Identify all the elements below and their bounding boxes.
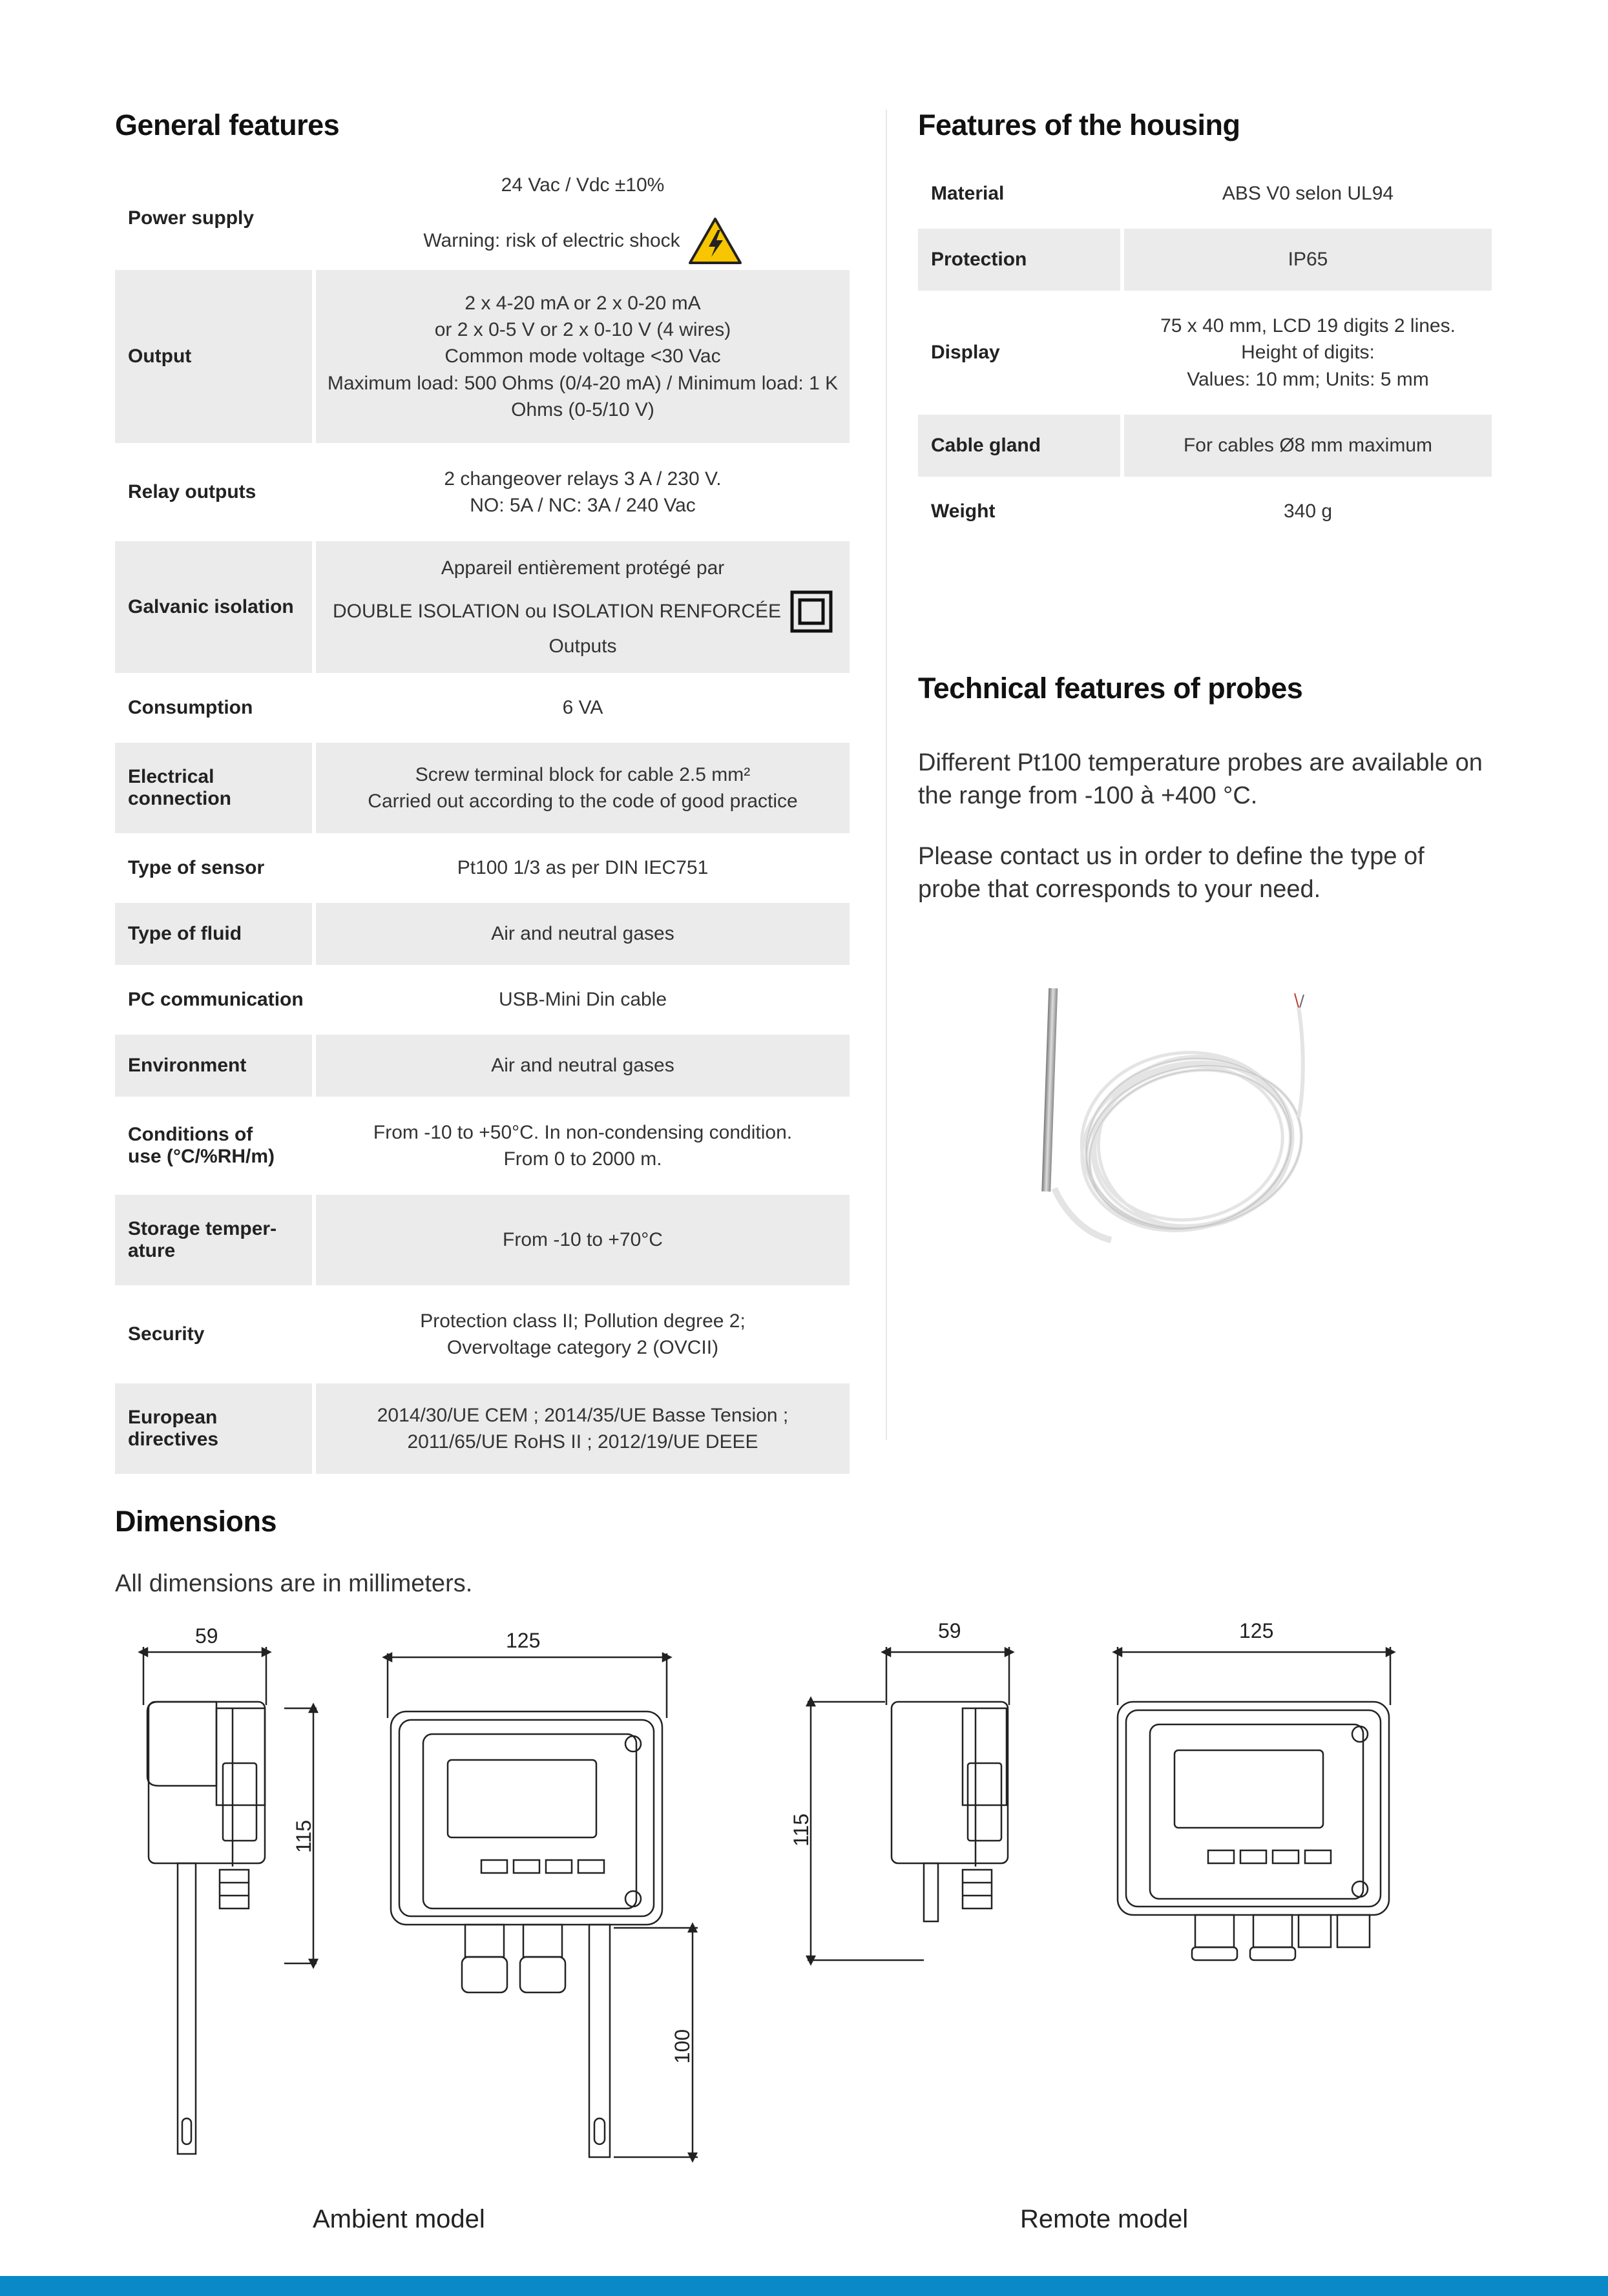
footer-accent-bar [0,2276,1608,2296]
spec-value: 340 g [1120,481,1492,543]
probes-paragraph-contact: Please contact us in order to define the type of probe that corresponds to your need. [918,843,1425,903]
spec-value-line: Ohms (0-5/10 V) [511,399,654,421]
probes-title: Technical features of probes [918,672,1303,705]
spec-value-line: Values: 10 mm; Units: 5 mm [1187,368,1429,390]
housing-row-material [918,163,1492,225]
remote-side-width-label: 59 [938,1619,961,1642]
spec-label: Protection [918,229,1120,291]
spec-label: Output [115,270,312,443]
remote-model-caption: Remote model [1020,2205,1189,2233]
spec-label: Storage temper-ature [115,1195,312,1285]
electric-shock-warning-icon [688,217,742,265]
spec-value-line: Outputs [548,636,617,657]
spec-value: USB-Mini Din cable [312,969,850,1031]
spec-label: Security [128,1323,205,1345]
spec-row-consumption [115,677,850,739]
spec-value [312,1289,850,1380]
spec-value [312,1383,850,1474]
spec-value [312,270,850,443]
dimensions-title: Dimensions [115,1505,277,1538]
housing-row-weight [918,481,1492,543]
spec-row-pc-communication [115,969,850,1031]
probe-rod [1041,988,1058,1192]
general-features-title: General features [115,109,340,141]
spec-row-electrical-connection [115,743,850,833]
spec-label: Galvanic isolation [115,541,312,673]
spec-label: Weight [931,501,996,522]
spec-label: Relay outputs [128,481,256,502]
spec-row-output [115,270,850,443]
spec-row-conditions-of-use [115,1101,850,1191]
spec-value-line: From -10 to +50°C. In non-condensing condition. [373,1121,793,1143]
spec-value [312,1101,850,1191]
warning-line [316,217,850,265]
spec-value: Pt100 1/3 as per DIN IEC751 [312,837,850,899]
spec-label: Electrical connection [115,743,312,833]
remote-front-width-label: 125 [1239,1619,1274,1642]
spec-label: Material [931,183,1005,204]
spec-row-storage-temperature [115,1195,850,1285]
spec-value-line: 75 x 40 mm, LCD 19 digits 2 lines. [1160,315,1456,336]
general-features-table [115,167,850,1478]
spec-value [312,743,850,833]
spec-value-line: 2014/30/UE CEM ; 2014/35/UE Basse Tension ; [377,1404,789,1426]
remote-model-drawing [801,1628,1447,1963]
probes-paragraph-availability: Different Pt100 temperature probes are available on the range from -100 à +400 °C. [918,749,1483,809]
spec-value: 6 VA [312,677,850,739]
housing-row-protection [918,229,1492,291]
ambient-model-drawing [129,1628,749,2209]
spec-value-line: Common mode voltage <30 Vac [444,346,721,367]
ambient-side-width-label: 59 [195,1624,218,1648]
double-isolation-line [316,590,850,633]
spec-value: IP65 [1120,229,1492,291]
spec-row-type-of-fluid [115,903,850,965]
spec-row-european-directives [115,1383,850,1474]
spec-label: European directives [115,1383,312,1474]
spec-value-line: 2 x 4-20 mA or 2 x 0-20 mA [465,292,701,314]
spec-value-line: 24 Vac / Vdc ±10% [501,174,665,196]
spec-row-power-supply [115,171,850,266]
spec-value: ABS V0 selon UL94 [1120,163,1492,225]
spec-value-line: Height of digits: [1241,342,1375,364]
cable-tail [1299,1008,1303,1117]
spec-value: For cables Ø8 mm maximum [1120,415,1492,477]
spec-value [312,171,850,266]
spec-value-line: DOUBLE ISOLATION ou ISOLATION RENFORCÉE [332,601,782,623]
housing-features-title: Features of the housing [918,109,1240,141]
spec-label: Conditions of use (°C/%RH/m) [128,1124,275,1167]
spec-row-relay-outputs [115,447,850,537]
housing-row-display [918,295,1492,411]
spec-value: Air and neutral gases [312,1035,850,1097]
spec-value-line: NO: 5A / NC: 3A / 240 Vac [470,495,696,516]
spec-label: Power supply [128,207,255,229]
spec-label: Display [931,342,1000,363]
spec-value [1120,295,1492,411]
ambient-model-caption: Ambient model [313,2205,485,2233]
spec-value-line: Screw terminal block for cable 2.5 mm² [415,763,751,785]
remote-height-label: 115 [789,1813,813,1847]
spec-row-galvanic-isolation [115,541,850,673]
warning-text: Warning: risk of electric shock [423,229,680,251]
ambient-front-width-label: 125 [506,1629,541,1652]
spec-label: Consumption [128,697,253,718]
spec-label: Type of fluid [115,903,312,965]
ambient-height-label: 115 [292,1819,316,1854]
spec-row-environment [115,1035,850,1097]
spec-value-line: Appareil entièrement protégé par [441,557,725,579]
cable-coil [1064,1040,1317,1253]
pt100-probe-image [995,969,1383,1305]
spec-label: PC communication [128,989,304,1010]
spec-value [312,447,850,537]
spec-value-line: or 2 x 0-5 V or 2 x 0-10 V (4 wires) [434,318,731,340]
spec-value-line: 2011/65/UE RoHS II ; 2012/19/UE DEEE [407,1431,758,1453]
spec-value: From -10 to +70°C [312,1195,850,1285]
spec-label: Environment [115,1035,312,1097]
spec-value-line: 2 changeover relays 3 A / 230 V. [444,468,722,490]
housing-row-cable-gland [918,415,1492,477]
spec-label: Type of sensor [128,857,265,878]
spec-value: Air and neutral gases [312,903,850,965]
spec-value-line: Overvoltage category 2 (OVCII) [446,1337,719,1358]
dimensions-intro: All dimensions are in millimeters. [115,1570,473,1597]
housing-features-table [918,159,1492,546]
spec-value-line: Carried out according to the code of good practice [368,791,798,812]
double-insulation-icon [790,590,833,633]
spec-value [312,541,850,673]
spec-value-line: Protection class II; Pollution degree 2; [420,1310,746,1332]
ambient-probe-length-label: 100 [671,2029,694,2064]
spec-value-line: From 0 to 2000 m. [503,1148,662,1170]
spec-row-security [115,1289,850,1380]
spec-value-line: Maximum load: 500 Ohms (0/4-20 mA) / Minimum load: 1 K [327,372,839,394]
spec-row-type-of-sensor [115,837,850,899]
column-divider [886,110,887,1440]
spec-label: Cable gland [918,415,1120,477]
